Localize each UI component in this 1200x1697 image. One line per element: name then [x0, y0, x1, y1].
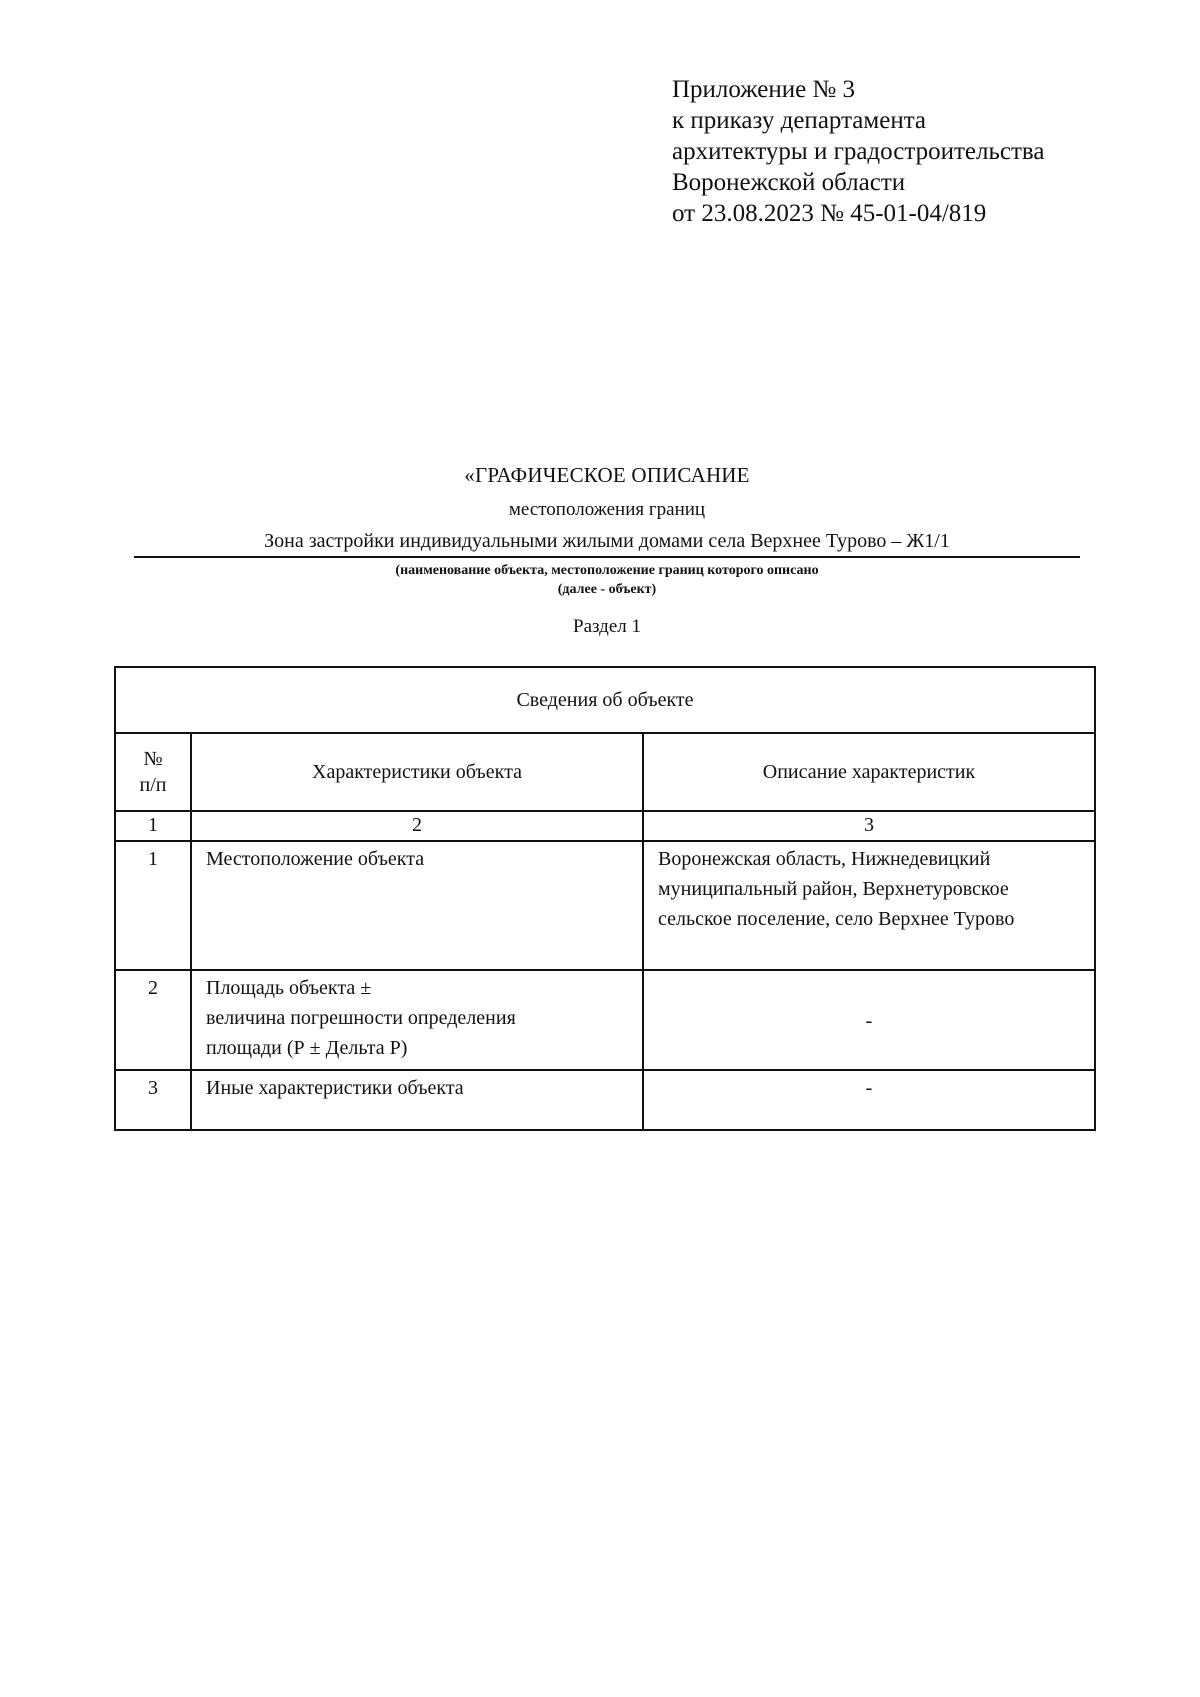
note-line: (наименование объекта, местоположение границ которого описано — [395, 563, 819, 578]
row-description — [643, 841, 1095, 970]
header-description: Описание характеристик — [643, 733, 1095, 811]
table-row — [115, 841, 1095, 970]
row-number: 2 — [115, 970, 191, 1070]
appendix-line: от 23.08.2023 № 45-01-04/819 — [672, 200, 987, 227]
row-number: 3 — [115, 1070, 191, 1130]
row-characteristic — [191, 970, 643, 1070]
column-number: 2 — [191, 811, 643, 841]
table-header-row — [115, 733, 1095, 811]
object-info-table — [114, 666, 1096, 1131]
appendix-line: Воронежской области — [672, 169, 906, 196]
cell-line: сельское поселение, село Верхнее Турово — [658, 908, 1015, 930]
cell-line: Воронежская область, Нижнедевицкий — [658, 848, 991, 870]
table-row — [115, 1070, 1095, 1130]
cell-line: Площадь объекта ± — [206, 977, 372, 999]
cell-line: Местоположение объекта — [206, 848, 425, 870]
column-number-row — [115, 811, 1095, 841]
cell-line: - — [865, 1010, 873, 1032]
cell-line: муниципальный район, Верхнетуровское — [658, 878, 1009, 900]
cell-line: Иные характеристики объекта — [206, 1077, 464, 1099]
document-title: «ГРАФИЧЕСКОЕ ОПИСАНИЕ — [464, 463, 750, 487]
table-row — [115, 970, 1095, 1070]
appendix-line: Приложение № 3 — [672, 76, 856, 103]
row-characteristic — [191, 841, 643, 970]
appendix-line: архитектуры и градостроительства — [672, 138, 1045, 165]
header-characteristic: Характеристики объекта — [191, 733, 643, 811]
header-num-line: п/п — [139, 774, 167, 796]
row-number: 1 — [115, 841, 191, 970]
cell-line: величина погрешности определения — [206, 1007, 516, 1029]
column-number: 3 — [643, 811, 1095, 841]
appendix-block — [672, 74, 1044, 229]
table-caption: Сведения об объекте — [115, 667, 1095, 733]
note-line: (далее - объект) — [557, 582, 657, 597]
table-caption-row — [115, 667, 1095, 733]
object-name: Зона застройки индивидуальными жилыми домами села Верхнее Турово – Ж1/1 — [134, 528, 1080, 558]
row-description — [643, 1070, 1095, 1130]
column-number: 1 — [115, 811, 191, 841]
section-label: Раздел 1 — [573, 616, 641, 637]
cell-line: площади (Р ± Дельта Р) — [206, 1037, 408, 1059]
document-subtitle: местоположения границ — [508, 499, 706, 520]
cell-line: - — [865, 1077, 873, 1099]
appendix-line: к приказу департамента — [672, 107, 927, 134]
row-description — [643, 970, 1095, 1070]
header-num-line: № — [143, 748, 163, 770]
row-characteristic — [191, 1070, 643, 1130]
document-heading — [134, 462, 1080, 639]
object-name-note — [134, 561, 1080, 599]
header-num — [115, 733, 191, 811]
